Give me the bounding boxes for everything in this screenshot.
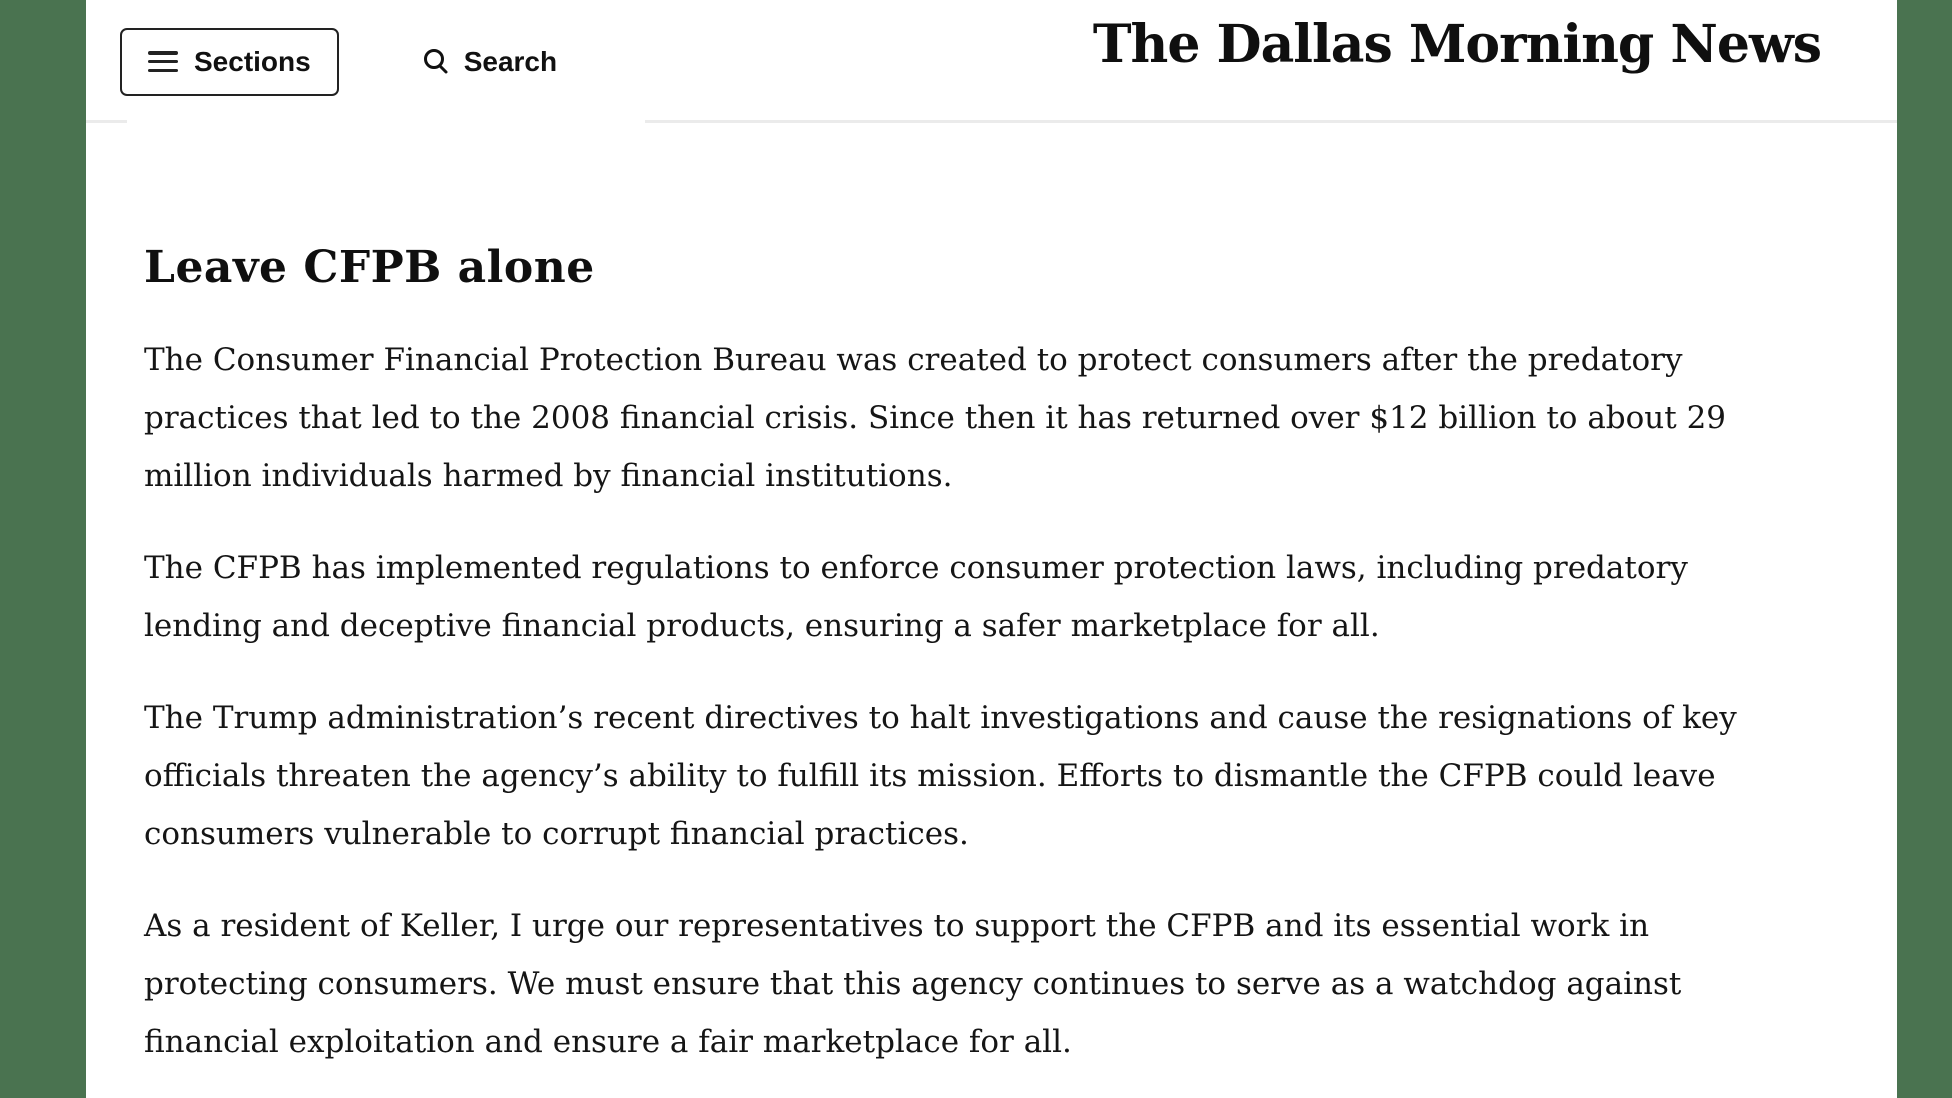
article-paragraph: As a resident of Keller, I urge our representatives to support the CFPB and its essential work in protecting consumers. We must ensure that this agency continues to serve as a watchdog against financial exploitation and ensure a fair marketplace for all. bbox=[144, 907, 1682, 1060]
sections-button-label: Sections bbox=[194, 45, 311, 77]
search-label: Search bbox=[463, 45, 558, 77]
search-button[interactable] bbox=[421, 46, 557, 78]
article bbox=[86, 123, 1897, 1071]
article-title: Leave CFPB alone bbox=[144, 242, 595, 293]
right-green-bar bbox=[1897, 0, 1952, 1098]
masthead-logo[interactable]: The Dallas Morning News bbox=[1092, 14, 1821, 75]
article-paragraph: The Consumer Financial Protection Bureau was created to protect consumers after the predatory practices that led to the 2008 financial crisis. Since then it has returned over $12 billion to about 29 million individuals harmed by financial institutions. bbox=[144, 341, 1727, 494]
header-divider-left bbox=[86, 120, 127, 123]
left-green-bar bbox=[0, 0, 86, 1098]
article-paragraph: The Trump administration’s recent directives to halt investigations and cause the resignations of key officials threaten the agency’s ability to fulfill its mission. Efforts to dismantle the CFPB could leave consumers vulnerable to corrupt financial practices. bbox=[144, 699, 1737, 852]
search-icon bbox=[421, 47, 451, 77]
hamburger-icon bbox=[148, 51, 178, 72]
article-paragraph: The CFPB has implemented regulations to enforce consumer protection laws, including predatory lending and deceptive financial products, ensuring a safer marketplace for all. bbox=[144, 549, 1688, 644]
site-header bbox=[86, 0, 1897, 123]
header-divider-right bbox=[645, 120, 1897, 123]
sections-button[interactable] bbox=[120, 28, 339, 96]
browser-page bbox=[86, 0, 1897, 1098]
